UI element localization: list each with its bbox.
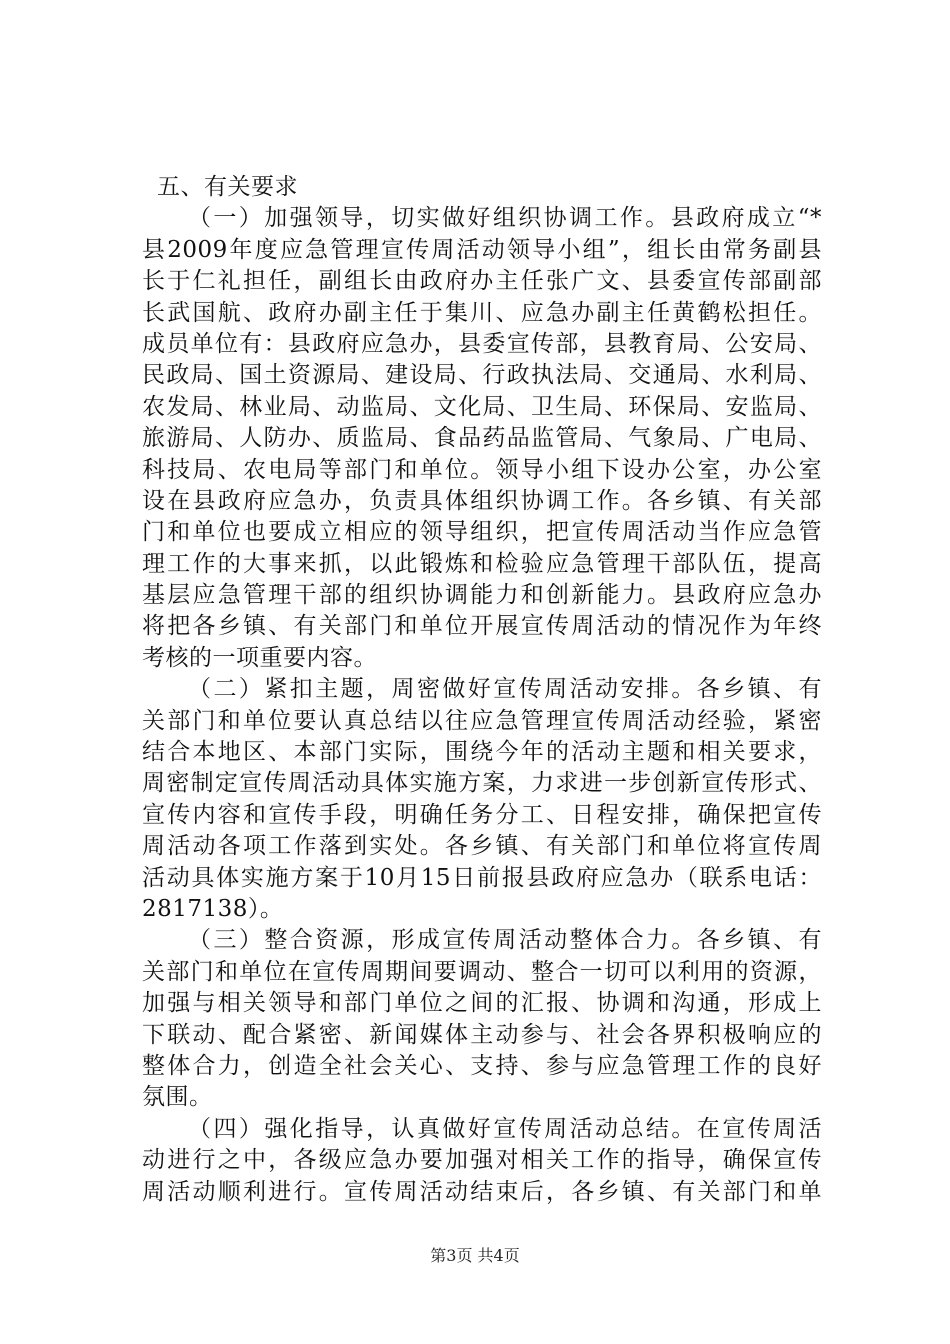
text-line: 宣传内容和宣传手段，明确任务分工、日程安排，确保把宣传: [142, 801, 822, 828]
text-line: 关部门和单位在宣传周期间要调动、整合一切可以利用的资源，: [142, 958, 822, 985]
document-body: [142, 172, 822, 1208]
text-line: （二）紧扣主题，周密做好宣传周活动安排。各乡镇、有: [188, 676, 822, 703]
text-line: （四）强化指导，认真做好宣传周活动总结。在宣传周活: [188, 1115, 822, 1142]
text-line: 活动具体实施方案于10月15日前报县政府应急办（联系电话：: [142, 864, 822, 891]
text-line: 县2009年度应急管理宣传周活动领导小组”，组长由常务副县: [142, 236, 822, 263]
section-heading: 五、有关要求: [157, 174, 298, 200]
text-line: 基层应急管理干部的组织协调能力和创新能力。县政府应急办: [142, 582, 822, 609]
text-line: 长于仁礼担任，副组长由政府办主任张广文、县委宣传部副部: [142, 268, 822, 295]
text-line: 关部门和单位要认真总结以往应急管理宣传周活动经验，紧密: [142, 707, 822, 734]
text-line: 加强与相关领导和部门单位之间的汇报、协调和沟通，形成上: [142, 990, 822, 1017]
text-line: 结合本地区、本部门实际，围绕今年的活动主题和相关要求，: [142, 739, 822, 766]
text-line: 设在县政府应急办，负责具体组织协调工作。各乡镇、有关部: [142, 487, 822, 514]
text-line: 长武国航、政府办副主任于集川、应急办副主任黄鹤松担任。: [142, 299, 822, 326]
text-line: 农发局、林业局、动监局、文化局、卫生局、环保局、安监局、: [142, 393, 822, 420]
text-line: 理工作的大事来抓，以此锻炼和检验应急管理干部队伍，提高: [142, 550, 822, 577]
text-line: 门和单位也要成立相应的领导组织，把宣传周活动当作应急管: [142, 519, 822, 546]
text-line: 民政局、国土资源局、建设局、行政执法局、交通局、水利局、: [142, 362, 822, 389]
text-line: 周活动各项工作落到实处。各乡镇、有关部门和单位将宣传周: [142, 833, 822, 860]
text-line: 氛围。: [142, 1084, 213, 1111]
text-line: 科技局、农电局等部门和单位。领导小组下设办公室，办公室: [142, 456, 822, 483]
text-line: （一）加强领导，切实做好组织协调工作。县政府成立“*: [188, 205, 822, 232]
page-footer: 第3页 共4页: [430, 1246, 520, 1265]
text-line: 将把各乡镇、有关部门和单位开展宣传周活动的情况作为年终: [142, 613, 822, 640]
text-line: 下联动、配合紧密、新闻媒体主动参与、社会各界积极响应的: [142, 1021, 822, 1048]
text-line: （三）整合资源，形成宣传周活动整体合力。各乡镇、有: [188, 927, 822, 954]
text-line: 成员单位有：县政府应急办，县委宣传部，县教育局、公安局、: [142, 330, 822, 357]
text-line: 周活动顺利进行。宣传周活动结束后，各乡镇、有关部门和单: [142, 1178, 822, 1205]
text-line: 动进行之中，各级应急办要加强对相关工作的指导，确保宣传: [142, 1147, 822, 1174]
text-line: 2817138）。: [142, 895, 284, 922]
text-line: 周密制定宣传周活动具体实施方案，力求进一步创新宣传形式、: [142, 770, 822, 797]
text-line: 考核的一项重要内容。: [142, 644, 377, 671]
text-line: 旅游局、人防办、质监局、食品药品监管局、气象局、广电局、: [142, 425, 822, 452]
text-line: 整体合力，创造全社会关心、支持、参与应急管理工作的良好: [142, 1052, 822, 1079]
